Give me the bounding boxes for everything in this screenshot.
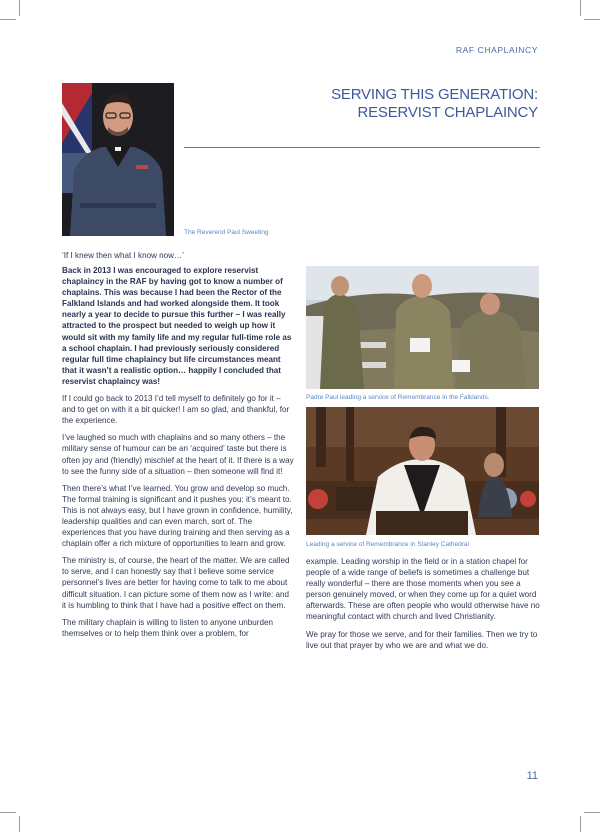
crop-mark [19, 816, 20, 832]
left-column [62, 265, 294, 645]
crop-mark [584, 812, 600, 813]
title-line-1: SERVING THIS GENERATION: [331, 86, 538, 103]
crop-mark [580, 816, 581, 832]
page-number: 11 [526, 770, 538, 782]
page-title [331, 86, 538, 122]
falklands-caption: Padre Paul leading a service of Remembrance in the Falklands. [306, 394, 490, 401]
right-column [306, 556, 540, 657]
body-paragraph: If I could go back to 2013 I’d tell myself to definitely go for it – and to get on with it a bit quicker! I am so glad, and thankful, for the experience. [62, 394, 290, 426]
body-paragraph: I’ve laughed so much with chaplains and so many others – the military sense of humour can be an ‘acquired’ taste but there is often joy and (friendly) mischief at the heart of it. If there is a way to see the funny side of a situation – then someone will find it! [62, 433, 294, 476]
body-paragraph: example. Leading worship in the field or in a station chapel for people of a wide range of beliefs is sometimes a challenge but really wonderful – there are those moments when you see a person genuinely moved, or when they come up for a quiet word afterwards. These are often people who would otherwise have no meaningful contact with church and lived Christianity. [306, 557, 540, 622]
body-paragraph: The military chaplain is willing to listen to anyone unburden themselves or to help them think over a problem, for [62, 617, 274, 638]
crop-mark [0, 812, 16, 813]
portrait-caption: The Reverend Paul Sweeting [184, 229, 269, 236]
intro-paragraph: Back in 2013 I was encouraged to explore reservist chaplaincy in the RAF by having got to know a number of chaplains. This was because I had been the Rector of the Falkland Islands and had worked alongside them. It took nearly a year to decide to pursue this further – I was really attracted to the prospect but needed to weigh up how it would sit with my family life and my regular full-time role as a school chaplain. I had previously seriously considered regular full time chaplaincy but life circumstances meant that it wasn’t a realistic option… happily I concluded that reservist chaplaincy was! [62, 266, 292, 386]
crop-mark [19, 0, 20, 16]
crop-mark [0, 19, 16, 20]
body-paragraph: The ministry is, of course, the heart of the matter. We are called to serve, and I can honestly say that I believe some service personnel’s lives are better for having come to talk to me about difficult situation. I can picture some of them now as I write: and it is humbling to think that I have had a positive effect on them. [62, 556, 290, 610]
pull-quote: ‘If I knew then what I know now…’ [62, 251, 184, 260]
body-paragraph: We pray for those we serve, and for their families. Then we try to live out that prayer by who we are and what we do. [306, 629, 538, 650]
cathedral-caption: Leading a service of Remembrance in Stanley Cathedral [306, 541, 469, 548]
portrait-photo [62, 83, 174, 236]
falklands-photo [306, 266, 539, 389]
title-line-2: RESERVIST CHAPLAINCY [357, 104, 538, 121]
title-rule [184, 147, 540, 148]
crop-mark [584, 19, 600, 20]
cathedral-photo [306, 407, 539, 535]
section-label: RAF CHAPLAINCY [455, 45, 538, 55]
body-paragraph: Then there’s what I’ve learned. You grow and develop so much. The formal training is significant and it pushes you: it’s meant to. This is not always easy, but I have grown in confidence, humility, leadership qualities and can even march, sort of. The experiences that you have during training and then serving as a chaplain offer a rich mixture of opportunities to learn and grow. [62, 483, 293, 549]
crop-mark [580, 0, 581, 16]
